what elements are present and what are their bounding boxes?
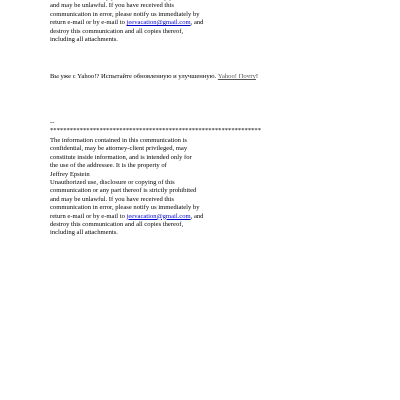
bottom-disclaimer-email-link[interactable]: jeevacation@gmail.com bbox=[126, 212, 191, 220]
bottom-disclaimer-line: and may be unlawful. If you have received this bbox=[50, 195, 174, 203]
top-disclaimer-return-suffix: , and bbox=[190, 19, 204, 27]
bottom-disclaimer-line: communication in error, please notify us immediately by bbox=[50, 204, 200, 212]
bottom-disclaimer-return-prefix: return e-mail or by e-mail to bbox=[50, 212, 127, 220]
yahoo-promo-line bbox=[50, 73, 350, 81]
bottom-disclaimer bbox=[50, 137, 350, 238]
top-disclaimer-return-prefix: return e-mail or by e-mail to bbox=[50, 19, 127, 27]
bottom-disclaimer-line: communication or any part thereof is strictly prohibited bbox=[50, 187, 197, 195]
bottom-disclaimer-line: The information contained in this communication is bbox=[50, 137, 187, 144]
bottom-disclaimer-return-line bbox=[50, 213, 350, 221]
signature-separator: -- bbox=[50, 119, 55, 126]
bottom-disclaimer-line: the use of the addressee. It is the property of bbox=[50, 162, 167, 170]
yahoo-mail-link[interactable]: Yahoo! Почту bbox=[217, 73, 256, 80]
top-disclaimer-line-5: including all attachments. bbox=[50, 36, 118, 44]
bottom-disclaimer-return-suffix: , and bbox=[190, 212, 204, 220]
bottom-disclaimer-attach-line: including all attachments. bbox=[50, 229, 118, 237]
bottom-disclaimer-line: Jeffrey Epstein bbox=[50, 170, 90, 178]
top-disclaimer bbox=[50, 0, 350, 44]
top-disclaimer-line-4: destroy this communication and all copies thereof, bbox=[50, 27, 184, 35]
top-disclaimer-line-3 bbox=[50, 19, 350, 27]
stars-divider: **************************************************************** bbox=[50, 127, 261, 135]
yahoo-promo bbox=[50, 73, 350, 81]
bottom-disclaimer-line: constitute inside information, and is intended only for bbox=[50, 153, 192, 161]
bottom-disclaimer-line: Unauthorized use, disclosure or copying of this bbox=[50, 179, 175, 187]
yahoo-promo-text: Вы уже с Yahoo!? Испытайте обновленную и улучшенную. bbox=[50, 73, 218, 80]
top-disclaimer-email-link[interactable]: jeevacation@gmail.com bbox=[126, 19, 191, 27]
bottom-disclaimer-destroy-line: destroy this communication and all copies thereof, bbox=[50, 221, 184, 229]
top-disclaimer-line-1: and may be unlawful. If you have received this bbox=[50, 2, 174, 10]
top-disclaimer-line-2: communication in error, please notify us immediately by bbox=[50, 10, 200, 18]
bottom-disclaimer-line: confidential, may be attorney-client privileged, may bbox=[50, 145, 188, 153]
yahoo-promo-suffix: ! bbox=[255, 73, 259, 80]
signature-block bbox=[50, 119, 350, 136]
